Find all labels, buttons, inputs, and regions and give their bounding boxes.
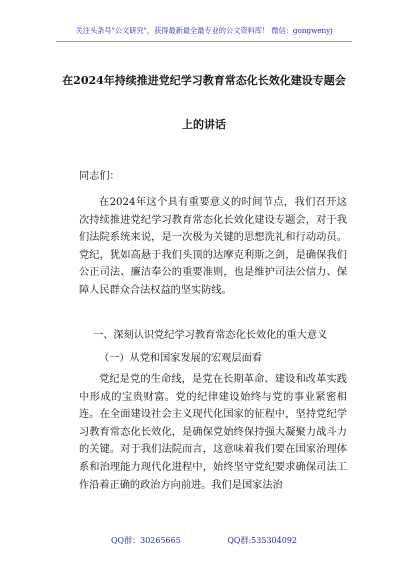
footer-qq-group-2: QQ群:535304092 [227, 536, 297, 545]
footer-qq-group-1: QQ群：30265665 [110, 536, 181, 545]
paragraph-intro: 在2024年这个具有重要意义的时间节点，我们召开这次持续推进党纪学习教育常态化长效化建设专题会，对于我们法院系统来说，是一次极为关键的思想洗礼和行动动员。党纪，犹如高悬于我们头顶的达摩克利斯之剑，是确保我们公正司法、廉洁奉公的重要准则，也是维护司法公信力、保障人民群众合法权益的坚实防线。 [79, 197, 347, 296]
greeting: 同志们： [79, 171, 120, 182]
paragraph-section1: 党纪是党的生命线，是党在长期革命、建设和改革实践中形成的宝贵财富。党的纪律建设始终与党的事业紧密相连。在全面建设社会主义现代化国家的征程中，坚持党纪学习教育常态化长效化，是确保党始终保持强大凝聚力战斗力的关键。对于我们法院而言，这意味着我们要在国家治理体系和治理能力现代化进程中，始终坚守党纪要求确保司法工作沿着正确的政治方向前进。我们是国家法治 [79, 374, 347, 491]
document-title-line2: 上的讲话 [182, 118, 226, 131]
document-title-line1: 在2024年持续推进党纪学习教育常态化长效化建设专题会 [62, 74, 346, 87]
subsection-heading-1-1: （一）从党和国家发展的宏观层面看 [99, 353, 262, 364]
header-banner: 关注头条号"公文研究"，获得最新最全最专业的公文资料库！ 微信：gongwenyj [75, 26, 333, 35]
header-divider [56, 41, 352, 42]
section-heading-1: 一、深刻认识党纪学习教育常态化长效化的重大意义 [93, 330, 328, 341]
footer-contact [0, 535, 408, 546]
